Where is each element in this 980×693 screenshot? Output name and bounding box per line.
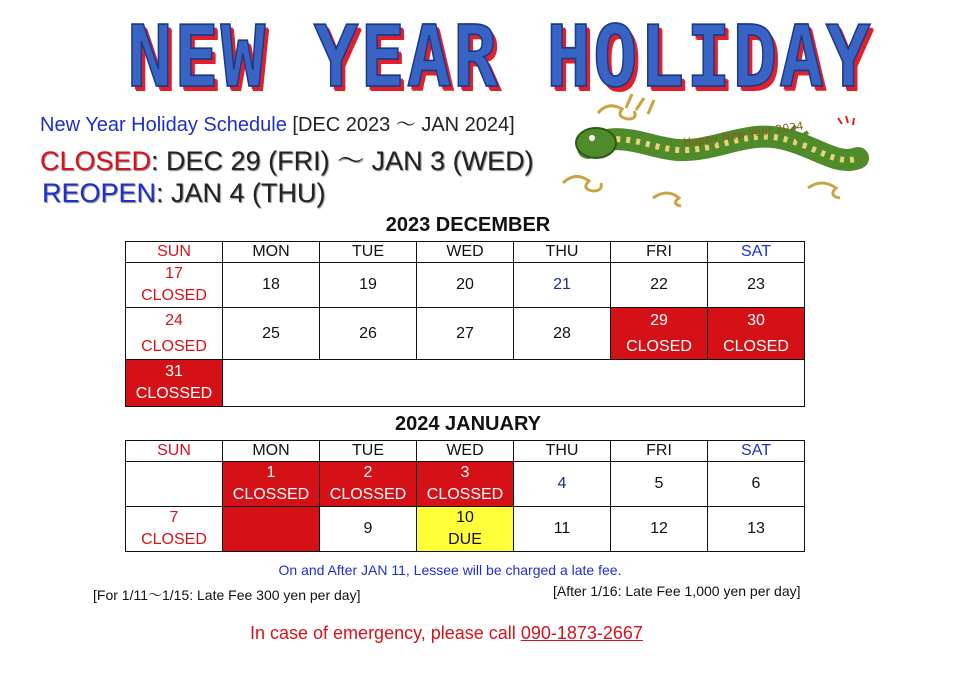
closed-day-cell: 2 CLOSSED [320, 462, 417, 507]
late-fee-notice: On and After JAN 11, Lessee will be charged a late fee. [278, 562, 622, 578]
weekday-sat: SAT [708, 441, 805, 462]
day-cell: 22 [611, 263, 708, 308]
day-cell: 19 [320, 263, 417, 308]
day-cell: 26 [320, 308, 417, 360]
emergency-contact [250, 623, 643, 644]
day-cell: 25 [223, 308, 320, 360]
schedule-heading [40, 108, 534, 137]
day-cell: 23 [708, 263, 805, 308]
closed-day-cell: 29 CLOSED [611, 308, 708, 360]
weekday-sun: SUN [126, 441, 223, 462]
day-cell: 5 [611, 462, 708, 507]
december-title: 2023 DECEMBER [385, 214, 551, 236]
late-fee-period-1: [For 1/11〜1/15: Late Fee 300 yen per day] [93, 587, 361, 603]
page-banner-title: NEW YEAR HOLIDAY [127, 8, 873, 107]
emergency-phone-link[interactable]: 090-1873-2667 [520, 623, 643, 643]
january-calendar [125, 440, 805, 552]
due-day-cell: 10 DUE [417, 507, 514, 552]
closed-period [40, 139, 534, 178]
day-cell: 12 [611, 507, 708, 552]
day-cell: 17 CLOSED [126, 263, 223, 308]
weekday-sat: SAT [708, 242, 805, 263]
january-title: 2024 JANUARY [395, 413, 541, 435]
day-cell: 6 [708, 462, 805, 507]
day-cell: 18 [223, 263, 320, 308]
weekday-thu: THU [514, 441, 611, 462]
weekday-fri: FRI [611, 441, 708, 462]
day-cell: 21 [514, 263, 611, 308]
week-row [126, 360, 805, 407]
schedule-heading-label: New Year Holiday Schedule [40, 114, 287, 136]
reopen-label: REOPEN [42, 178, 157, 208]
weekday-tue: TUE [320, 441, 417, 462]
day-cell: 9 [320, 507, 417, 552]
week-row [126, 507, 805, 552]
weekday-header-row [126, 242, 805, 263]
weekday-fri: FRI [611, 242, 708, 263]
weekday-header-row [126, 441, 805, 462]
reopen-date [42, 178, 534, 209]
closed-day-cell: 3 CLOSSED [417, 462, 514, 507]
closed-label: CLOSED [40, 146, 152, 176]
reopen-value: : JAN 4 (THU) [156, 178, 326, 208]
emergency-text: In case of emergency, please call [250, 623, 521, 643]
closed-day-cell: 30 CLOSED [708, 308, 805, 360]
day-cell: 24 CLOSED [126, 308, 223, 360]
week-row [126, 462, 805, 507]
empty-cell [223, 360, 805, 407]
closed-day-cell [223, 507, 320, 552]
day-cell: 7 CLOSED [126, 507, 223, 552]
day-cell: 20 [417, 263, 514, 308]
day-cell: 4 [514, 462, 611, 507]
dragon-icon [558, 88, 880, 213]
schedule-heading-range: [DEC 2023 〜 JAN 2024] [286, 114, 515, 136]
day-cell [126, 462, 223, 507]
weekday-mon: MON [223, 242, 320, 263]
weekday-wed: WED [417, 242, 514, 263]
closed-day-cell: 31 CLOSSED [126, 360, 223, 407]
weekday-tue: TUE [320, 242, 417, 263]
day-cell: 27 [417, 308, 514, 360]
weekday-mon: MON [223, 441, 320, 462]
december-calendar [125, 241, 805, 407]
weekday-wed: WED [417, 441, 514, 462]
day-cell: 11 [514, 507, 611, 552]
weekday-thu: THU [514, 242, 611, 263]
greeting-text: Happy New Year 2024 [682, 119, 805, 150]
weekday-sun: SUN [126, 242, 223, 263]
week-row [126, 308, 805, 360]
holiday-schedule [40, 108, 534, 209]
day-cell: 13 [708, 507, 805, 552]
week-row [126, 263, 805, 308]
day-cell: 28 [514, 308, 611, 360]
closed-day-cell: 1 CLOSSED [223, 462, 320, 507]
closed-value: : DEC 29 (FRI) 〜 JAN 3 (WED) [151, 146, 534, 176]
late-fee-period-2: [After 1/16: Late Fee 1,000 yen per day] [553, 583, 801, 599]
